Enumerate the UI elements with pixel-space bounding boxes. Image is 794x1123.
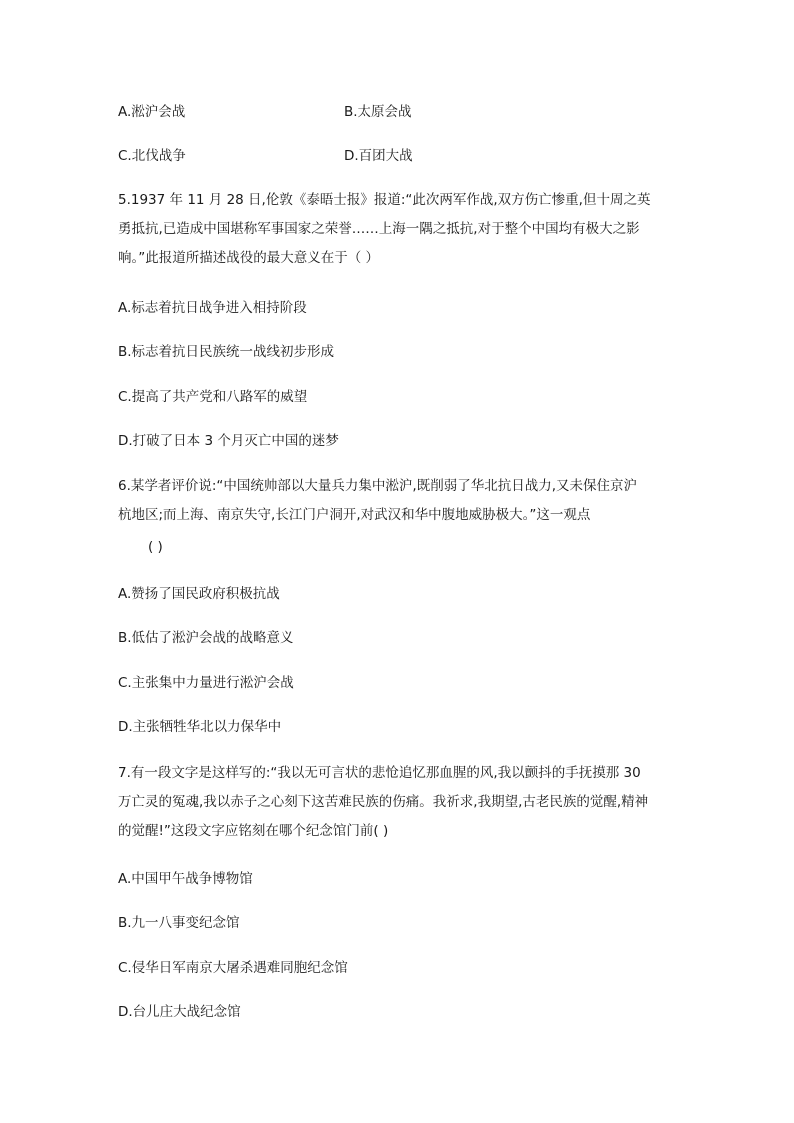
q6-option-d: D.主张牺牲华北以力保华中 bbox=[118, 719, 282, 735]
q6-option-a: A.赞扬了国民政府积极抗战 bbox=[118, 586, 280, 602]
q7-stem-line-1: 7.有一段文字是这样写的:“我以无可言状的悲怆追忆那血腥的风,我以颤抖的手抚摸那 30 bbox=[118, 765, 641, 781]
q7-stem-line-2: 万亡灵的冤魂,我以赤子之心刻下这苦难民族的伤痛。我祈求,我期望,古老民族的觉醒,精神 bbox=[118, 794, 649, 810]
q6-stem-line-1: 6.某学者评价说:“中国统帅部以大量兵力集中淞沪,既削弱了华北抗日战力,又未保住京沪 bbox=[118, 478, 638, 494]
q5-stem-line-3: 响。”此报道所描述战役的最大意义在于（ ） bbox=[118, 250, 380, 266]
q4-option-c: C.北伐战争 bbox=[118, 148, 186, 164]
q6-stem-line-3: ( ) bbox=[148, 539, 163, 555]
q5-stem-line-2: 勇抵抗,已造成中国堪称军事国家之荣誉……上海一隅之抵抗,对于整个中国均有极大之影 bbox=[118, 221, 640, 237]
q7-stem-line-3: 的觉醒!”这段文字应铭刻在哪个纪念馆门前( ) bbox=[118, 823, 389, 839]
q6-option-c: C.主张集中力量进行淞沪会战 bbox=[118, 675, 294, 691]
q5-option-d: D.打破了日本 3 个月灭亡中国的迷梦 bbox=[118, 433, 339, 449]
q6-stem-line-2: 杭地区;而上海、南京失守,长江门户洞开,对武汉和华中腹地威胁极大。”这一观点 bbox=[118, 507, 591, 523]
q7-option-d: D.台儿庄大战纪念馆 bbox=[118, 1004, 241, 1020]
q7-option-c: C.侵华日军南京大屠杀遇难同胞纪念馆 bbox=[118, 960, 348, 976]
q5-option-c: C.提高了共产党和八路军的威望 bbox=[118, 389, 308, 405]
q4-option-b: B.太原会战 bbox=[344, 104, 412, 120]
q6-option-b: B.低估了淞沪会战的战略意义 bbox=[118, 630, 294, 646]
q4-option-a: A.淞沪会战 bbox=[118, 104, 186, 120]
q5-stem-line-1: 5.1937 年 11 月 28 日,伦敦《泰晤士报》报道:“此次两军作战,双方伤亡惨重,但十周之英 bbox=[118, 192, 651, 208]
q5-option-b: B.标志着抗日民族统一战线初步形成 bbox=[118, 344, 335, 360]
q4-option-d: D.百团大战 bbox=[344, 148, 413, 164]
q7-option-a: A.中国甲午战争博物馆 bbox=[118, 871, 253, 887]
q5-option-a: A.标志着抗日战争进入相持阶段 bbox=[118, 300, 307, 316]
q7-option-b: B.九一八事变纪念馆 bbox=[118, 915, 240, 931]
